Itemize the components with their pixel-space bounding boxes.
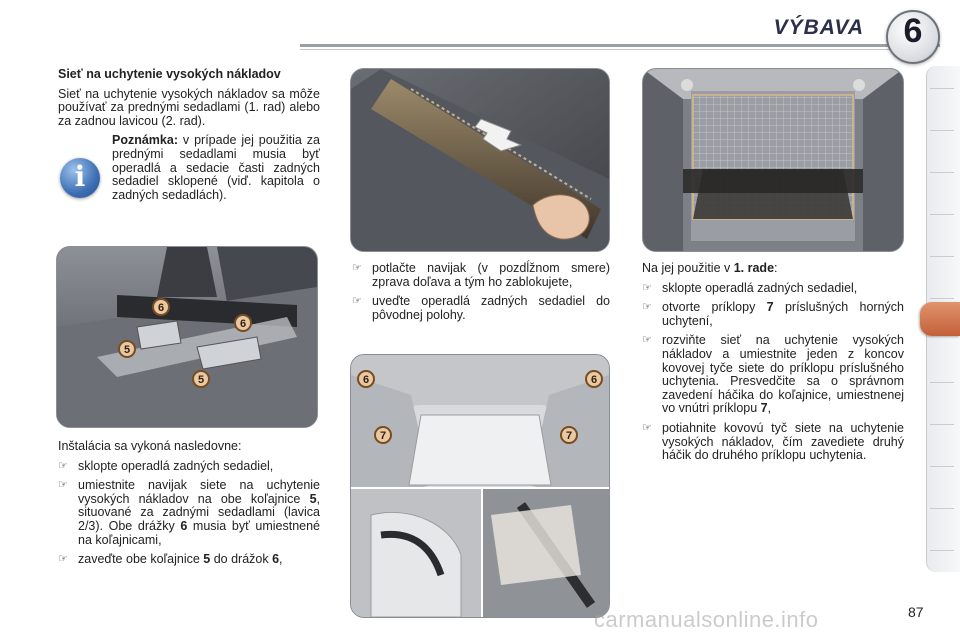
bullet-hand-icon: ☞ bbox=[642, 281, 652, 294]
list-item bbox=[58, 553, 320, 567]
bullet-text: sklopte operadlá zadných sedadiel, bbox=[78, 458, 274, 473]
list-item bbox=[642, 282, 904, 296]
bullet-hand-icon: ☞ bbox=[58, 479, 68, 492]
middle-column bbox=[352, 262, 610, 328]
tab-divider bbox=[930, 550, 954, 551]
bullet-text: rozviňte sieť na uchytenie vysokých nákladov a umiestnite jeden z koncov kovovej tyče siete do príklopu príslušného uchytenia. Presvedčite sa o správnom zavedení háčika do koľajnice, umiestnenej vo vnútri príklopu 7, bbox=[662, 333, 904, 416]
callout-label: 6 bbox=[590, 374, 598, 386]
photo-rails bbox=[56, 246, 318, 428]
tab-divider bbox=[930, 130, 954, 131]
tab-divider bbox=[930, 424, 954, 425]
note-paragraph bbox=[112, 134, 320, 202]
bullet-hand-icon: ☞ bbox=[642, 421, 652, 434]
bullet-text: otvorte príklopy 7 príslušných horných uchytení, bbox=[662, 300, 904, 328]
list-item bbox=[642, 334, 904, 416]
watermark: carmanualsonline.info bbox=[594, 607, 819, 632]
list-item bbox=[58, 479, 320, 547]
tab-divider bbox=[930, 256, 954, 257]
list-item bbox=[642, 301, 904, 328]
callout-label: 7 bbox=[565, 430, 573, 442]
bullet-text: umiestnite navijak siete na uchytenie vysokých nákladov na obe koľajnice 5, situované za zadnými sedadlami (lavica 2/3). Obe drážky 6 musia byť umiestnené na koľajnicami, bbox=[78, 478, 321, 547]
list-item bbox=[352, 295, 610, 322]
bullet-text: potiahnite kovovú tyč siete na uchytenie vysokých nákladov, čím zavediete druhý háčik do druhého príklopu uchytenia. bbox=[662, 420, 904, 463]
bullet-hand-icon: ☞ bbox=[352, 295, 362, 308]
install-intro: Inštalácia sa vykoná nasledovne: bbox=[58, 439, 242, 453]
callout-label: 6 bbox=[362, 374, 370, 386]
bullet-text: uveďte operadlá zadných sedadiel do pôvodnej polohy. bbox=[372, 294, 610, 322]
photo-reel-push bbox=[350, 68, 610, 252]
tab-divider bbox=[930, 298, 954, 299]
intro-paragraph: Sieť na uchytenie vysokých nákladov sa môže používať za prednými sedadlami (1. rad) alebo za zadnou lavicou (2. rad). bbox=[58, 86, 320, 128]
note-label: Poznámka: bbox=[112, 133, 178, 148]
bullet-hand-icon: ☞ bbox=[58, 553, 68, 566]
callout-label: 6 bbox=[239, 318, 247, 330]
callout-label: 7 bbox=[379, 430, 387, 442]
tab-divider bbox=[930, 382, 954, 383]
photo-roof-anchors bbox=[350, 354, 610, 618]
info-icon-glyph: i bbox=[74, 160, 86, 193]
use-intro: Na jej použitie v 1. rade: bbox=[642, 261, 778, 275]
section-heading: Sieť na uchytenie vysokých nákladov bbox=[58, 67, 281, 81]
callout-label: 5 bbox=[123, 344, 131, 356]
bullet-hand-icon: ☞ bbox=[352, 262, 362, 274]
list-item bbox=[58, 460, 320, 474]
tab-divider bbox=[930, 88, 954, 89]
bullet-hand-icon: ☞ bbox=[58, 459, 68, 472]
callout-label: 6 bbox=[157, 302, 165, 314]
bullet-text: sklopte operadlá zadných sedadiel, bbox=[662, 280, 858, 295]
rails-illustration bbox=[57, 247, 317, 427]
tab-divider bbox=[930, 508, 954, 509]
header-rule-thin bbox=[300, 49, 900, 50]
bullet-hand-icon: ☞ bbox=[642, 334, 652, 347]
photo-net-installed bbox=[642, 68, 904, 252]
roof-illustration bbox=[351, 355, 609, 617]
tab-divider bbox=[930, 214, 954, 215]
section-title: VÝBAVA bbox=[773, 16, 864, 39]
bullet-text: potlačte navijak (v pozdĺžnom smere) zprava doľava a tým ho zablokujete, bbox=[372, 261, 610, 289]
tab-divider bbox=[930, 466, 954, 467]
list-item bbox=[352, 262, 610, 289]
right-column bbox=[642, 262, 904, 469]
header-rule bbox=[300, 44, 940, 47]
chapter-tab-active[interactable] bbox=[920, 302, 960, 336]
note-text: v prípade jej použitia za prednými sedadlami musia byť operadlá a sedacie časti zadných sedadiel sklopené (viď. kapitola o zadných sedadlách). bbox=[112, 133, 320, 202]
page-number: 87 bbox=[908, 604, 924, 620]
tab-divider bbox=[930, 172, 954, 173]
left-column-bottom bbox=[58, 440, 320, 573]
callout-label: 5 bbox=[197, 374, 205, 386]
bullet-text: zaveďte obe koľajnice 5 do drážok 6, bbox=[78, 552, 283, 567]
reel-illustration bbox=[351, 69, 609, 251]
list-item bbox=[642, 422, 904, 463]
bullet-hand-icon: ☞ bbox=[642, 301, 652, 314]
net-illustration bbox=[643, 69, 903, 251]
chapter-number: 6 bbox=[903, 12, 923, 50]
